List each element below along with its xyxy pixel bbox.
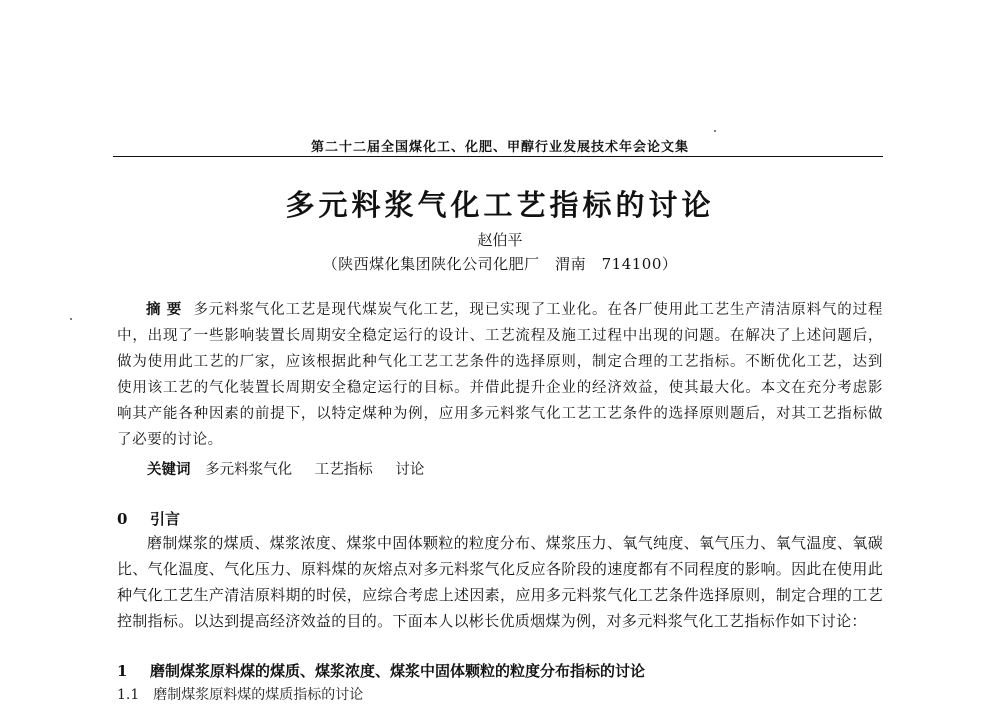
keyword-item: 工艺指标: [314, 462, 373, 478]
running-header: 第二十二届全国煤化工、化肥、甲醇行业发展技术年会论文集: [310, 140, 689, 155]
keyword-item: 讨论: [395, 462, 425, 478]
section-title: 磨制煤浆原料煤的煤质、煤浆浓度、煤浆中固体颗粒的粒度分布指标的讨论: [150, 662, 646, 680]
paper-title: 多元料浆气化工艺指标的讨论: [285, 188, 715, 222]
section-title: 引言: [150, 510, 181, 528]
keywords-line: [147, 458, 442, 479]
subsection-heading-cutoff: 1.1 磨制煤浆原料煤的煤质指标的讨论: [117, 687, 364, 703]
section-number: 1: [117, 662, 128, 680]
abstract-block: [117, 297, 883, 453]
scan-speck: [70, 318, 72, 320]
abstract-text: 多元料浆气化工艺是现代煤炭气化工艺，现已实现了工业化。在各厂使用此工艺生产清洁原料气的过程中，出现了一些影响装置长周期安全稳定运行的设计、工艺流程及施工过程中出现的问题。在解决了上述问题后，做为使用此工艺的厂家，应该根据此种气化工艺工艺条件的选择原则，制定合理的工艺指标。不断优化工艺，达到使用该工艺的气化装置长周期安全稳定运行的目标。并借此提升企业的经济效益，使其最大化。本文在充分考虑影响其产能各种因素的前提下，以特定煤种为例，应用多元料浆气化工艺工艺条件的选择原则题后，对其工艺指标做了必要的讨论。: [117, 302, 884, 448]
introduction-paragraph: 磨制煤浆的煤质、煤浆浓度、煤浆中固体颗粒的粒度分布、煤浆压力、氧气纯度、氧气压力、氧气温度、氧碳比、气化温度、气化压力、原料煤的灰熔点对多元料浆气化反应各阶段的速度都有不同程度的影响。因此在使用此种气化工艺生产清洁原料期的时侯，应综合考虑上述因素，应用多元料浆气化工艺条件选择原则，制定合理的工艺控制指标。以达到提高经济效益的目的。下面本人以彬长优质烟煤为例，对多元料浆气化工艺指标作如下讨论：: [117, 534, 883, 630]
scan-speck: [714, 130, 716, 132]
abstract-label: 摘要: [146, 301, 188, 318]
keyword-item: 多元料浆气化: [205, 462, 293, 478]
section-heading-0: [117, 508, 180, 529]
author-affiliation: （陕西煤化集团陕化公司化肥厂 渭南 714100）: [322, 255, 678, 273]
author-name: 赵伯平: [477, 231, 523, 249]
section-heading-1: [117, 660, 645, 681]
keywords-label: 关键词: [147, 461, 191, 478]
header-rule: [113, 156, 883, 157]
section-number: 0: [117, 510, 128, 528]
